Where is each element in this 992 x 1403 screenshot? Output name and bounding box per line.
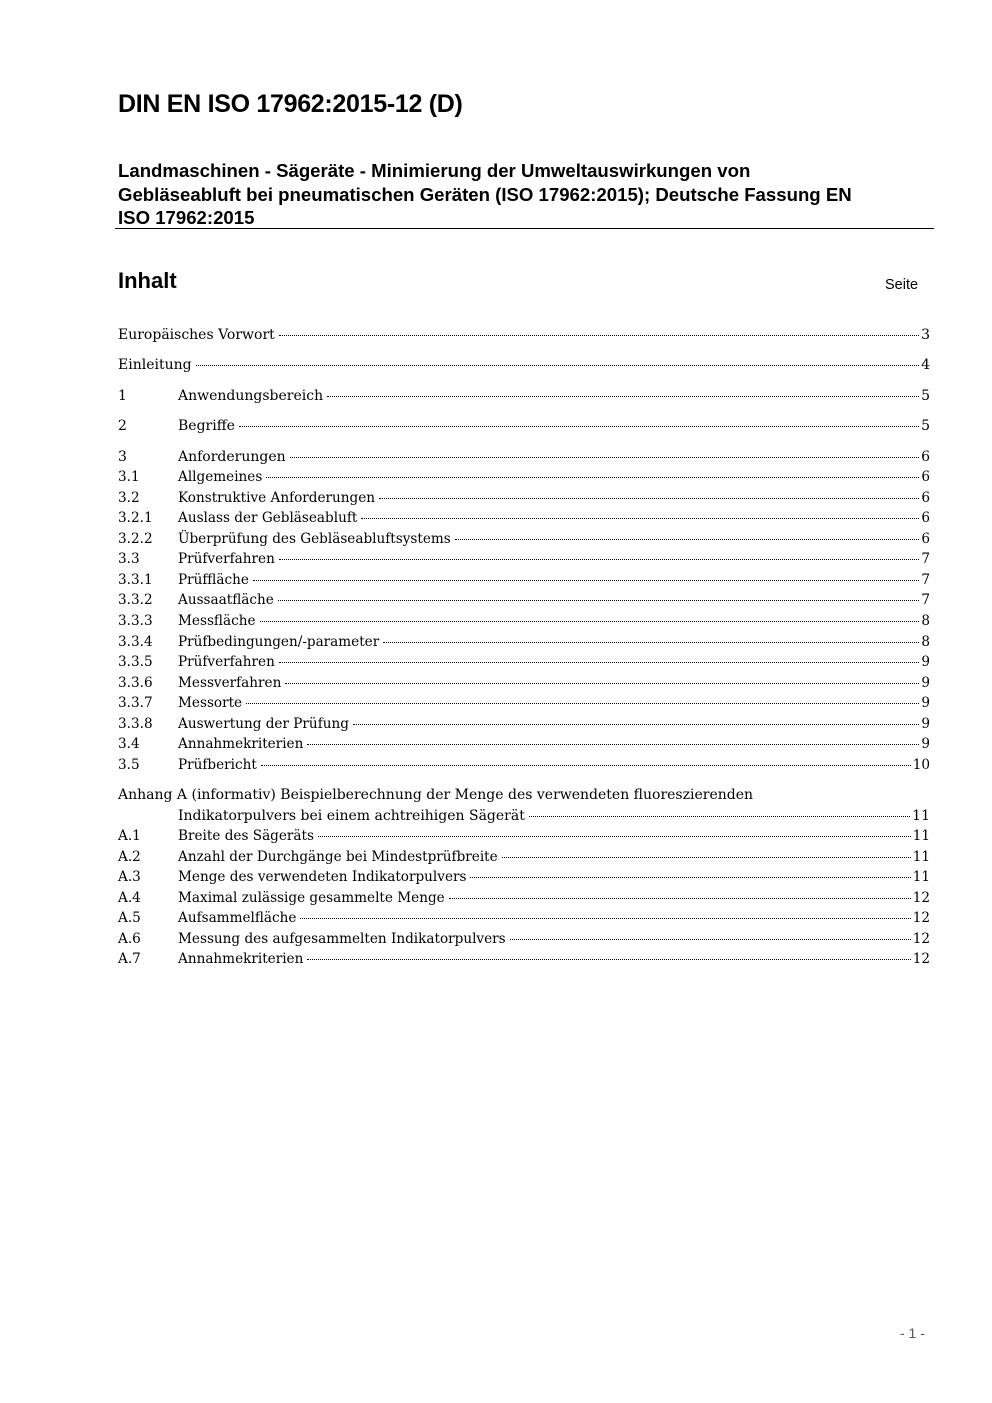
toc-entry-page: 9 [921,736,930,752]
toc-entry[interactable] [118,571,930,590]
toc-leader-dots [290,456,919,458]
toc-entry[interactable] [118,326,930,345]
toc-entry-page: 11 [912,869,930,885]
toc-entry-number: A.4 [118,890,141,906]
toc-leader-dots [300,917,910,919]
toc-entry-label: Messung des aufgesammelten Indikatorpulvers [178,931,506,947]
annex-title[interactable]: Anhang A (informativ) Beispielberechnung der Menge des verwendeten fluoreszierenden [118,787,754,803]
toc-heading: Inhalt [118,268,177,293]
toc-entry-label: Maximal zulässige gesammelte Menge [178,890,445,906]
toc-leader-dots [279,558,920,560]
toc-entry[interactable] [118,417,930,436]
toc-entry-label: Prüffläche [178,572,249,588]
toc-entry-label: Auslass der Gebläseabluft [178,510,358,526]
toc-entry[interactable] [118,356,930,375]
toc-leader-dots [470,876,910,878]
toc-entry-page: 8 [921,613,930,629]
toc-entry[interactable] [118,387,930,406]
toc-entry-number: A.3 [118,869,141,885]
toc-entry-number: 3.3.5 [118,654,153,670]
toc-entry[interactable] [118,694,930,713]
toc-entry-label: Annahmekriterien [178,736,304,752]
toc-entry-number: A.6 [118,931,141,947]
toc-entry-label: Anwendungsbereich [178,388,324,404]
toc-entry-label: Prüfbericht [178,757,257,773]
toc-leader-dots [307,958,910,960]
toc-entry-page: 8 [921,634,930,650]
toc-entry-label: Breite des Sägeräts [178,828,314,844]
toc-entry-label: Prüfverfahren [178,654,275,670]
toc-entry-page: 12 [912,890,930,906]
toc-entry[interactable] [118,848,930,867]
toc-entry-page: 12 [912,910,930,926]
toc-entry[interactable] [118,930,930,949]
toc-leader-dots [529,815,910,817]
toc-entry-number: 3.3.1 [118,572,153,588]
toc-entry-page: 6 [921,510,930,526]
toc-entry-number: 3.2.1 [118,510,153,526]
toc-entry-label: Menge des verwendeten Indikatorpulvers [178,869,467,885]
toc-entry-number: 3.1 [118,469,140,485]
toc-entry-page: 6 [921,531,930,547]
toc-entry-number: A.1 [118,828,141,844]
toc-leader-dots [239,425,919,427]
toc-entry-number: A.2 [118,849,141,865]
toc-leader-dots [279,661,920,663]
toc-entry[interactable] [118,468,930,487]
toc-entry[interactable] [118,653,930,672]
toc-entry-page: 5 [921,418,930,434]
toc-leader-dots [279,334,919,336]
toc-entry-page: 7 [921,572,930,588]
toc-entry-number: 3.3.8 [118,716,153,732]
toc-entry-page: 5 [921,388,930,404]
toc-entry[interactable] [118,756,930,775]
toc-entry-label: Messfläche [178,613,256,629]
toc-entry-number: 1 [118,388,127,404]
toc-leader-dots [379,497,919,499]
toc-entry-label: Aufsammelfläche [178,910,297,926]
toc-leader-dots [455,538,920,540]
toc-entry-number: 2 [118,418,127,434]
toc-entry[interactable] [118,550,930,569]
toc-entry-number: A.7 [118,951,141,967]
toc-entry[interactable] [118,715,930,734]
toc-entry[interactable] [118,950,930,969]
toc-page-column-label: Seite [885,277,919,293]
toc-entry-label: Überprüfung des Gebläseabluftsystems [178,531,451,547]
toc-entry[interactable] [118,489,930,508]
toc-entry-page: 9 [921,695,930,711]
toc-entry-label: Annahmekriterien [178,951,304,967]
toc-entry-annex[interactable] [118,807,930,826]
page-number: - 1 - [900,1325,925,1341]
toc-entry-label: Auswertung der Prüfung [178,716,349,732]
toc-leader-dots [285,682,919,684]
toc-leader-dots [318,835,911,837]
toc-entry-label: Aussaatfläche [178,592,274,608]
toc-entry-label: Allgemeines [178,469,263,485]
toc-entry-number: 3.2 [118,490,140,506]
toc-entry-label: Prüfverfahren [178,551,275,567]
toc-entry-page: 11 [912,849,930,865]
toc-entry-page: 11 [912,808,930,824]
document-title-line: Gebläseabluft bei pneumatischen Geräten (ISO 17962:2015); Deutsche Fassung EN [118,183,852,205]
toc-leader-dots [261,764,911,766]
toc-entry-number: 3.3.2 [118,592,153,608]
toc-leader-dots [260,620,920,622]
toc-leader-dots [253,579,919,581]
toc-entry[interactable] [118,612,930,631]
toc-leader-dots [361,517,919,519]
toc-entry-number: 3.2.2 [118,531,153,547]
toc-leader-dots [510,938,911,940]
toc-entry-number: 3.3.7 [118,695,153,711]
toc-entry-number: 3.5 [118,757,140,773]
toc-entry-page: 9 [921,675,930,691]
toc-leader-dots [278,599,920,601]
toc-entry-page: 6 [921,449,930,465]
toc-leader-dots [383,641,919,643]
toc-entry-number: 3 [118,449,127,465]
toc-entry-page: 12 [912,951,930,967]
toc-entry-page: 9 [921,716,930,732]
toc-entry-page: 3 [921,327,930,343]
toc-leader-dots [266,476,919,478]
toc-entry[interactable] [118,889,930,908]
toc-leader-dots [307,743,919,745]
document-id: DIN EN ISO 17962:2015-12 (D) [118,90,463,118]
toc-entry[interactable] [118,735,930,754]
toc-entry[interactable] [118,633,930,652]
toc-leader-dots [502,856,911,858]
toc-entry-label: Messorte [178,695,243,711]
document-title-line: ISO 17962:2015 [118,207,255,228]
toc-entry[interactable] [118,674,930,693]
toc-entry-label: Indikatorpulvers bei einem achtreihigen Sägerät [178,808,525,824]
toc-entry-page: 7 [921,551,930,567]
toc-entry-number: 3.3.3 [118,613,153,629]
toc-entry[interactable] [118,909,930,928]
toc-entry-page: 11 [912,828,930,844]
toc-entry-number: A.5 [118,910,141,926]
toc-entry-page: 7 [921,592,930,608]
toc-entry-label: Anzahl der Durchgänge bei Mindestprüfbreite [178,849,498,865]
toc-entry-label: Konstruktive Anforderungen [178,490,376,506]
toc-entry-label: Einleitung [118,357,192,373]
toc-leader-dots [196,364,920,366]
toc-entry-number: 3.3.6 [118,675,153,691]
toc-entry-number: 3.3.4 [118,634,153,650]
toc-leader-dots [449,897,911,899]
toc-leader-dots [353,723,919,725]
toc-entry-page: 10 [912,757,930,773]
toc-leader-dots [327,395,919,397]
toc-entry-page: 6 [921,490,930,506]
toc-entry[interactable] [118,827,930,846]
document-title-line: Landmaschinen - Sägeräte - Minimierung der Umweltauswirkungen von [118,160,751,181]
toc-entry-number: 3.4 [118,736,140,752]
toc-entry-page: 6 [921,469,930,485]
toc-entry-label: Begriffe [178,418,235,434]
toc-entry-number: 3.3 [118,551,140,567]
toc-leader-dots [246,702,919,704]
toc-entry-label: Anforderungen [178,449,286,465]
toc-entry-label: Messverfahren [178,675,282,691]
toc-entry-page: 4 [921,357,930,373]
toc-entry[interactable] [118,448,930,467]
toc-entry[interactable] [118,530,930,549]
toc-entry-page: 12 [912,931,930,947]
toc-entry-page: 9 [921,654,930,670]
toc-entry-label: Prüfbedingungen/-parameter [178,634,380,650]
toc-entry[interactable] [118,591,930,610]
toc-entry[interactable] [118,868,930,887]
toc-entry[interactable] [118,509,930,528]
toc-entry-label: Europäisches Vorwort [118,327,275,343]
